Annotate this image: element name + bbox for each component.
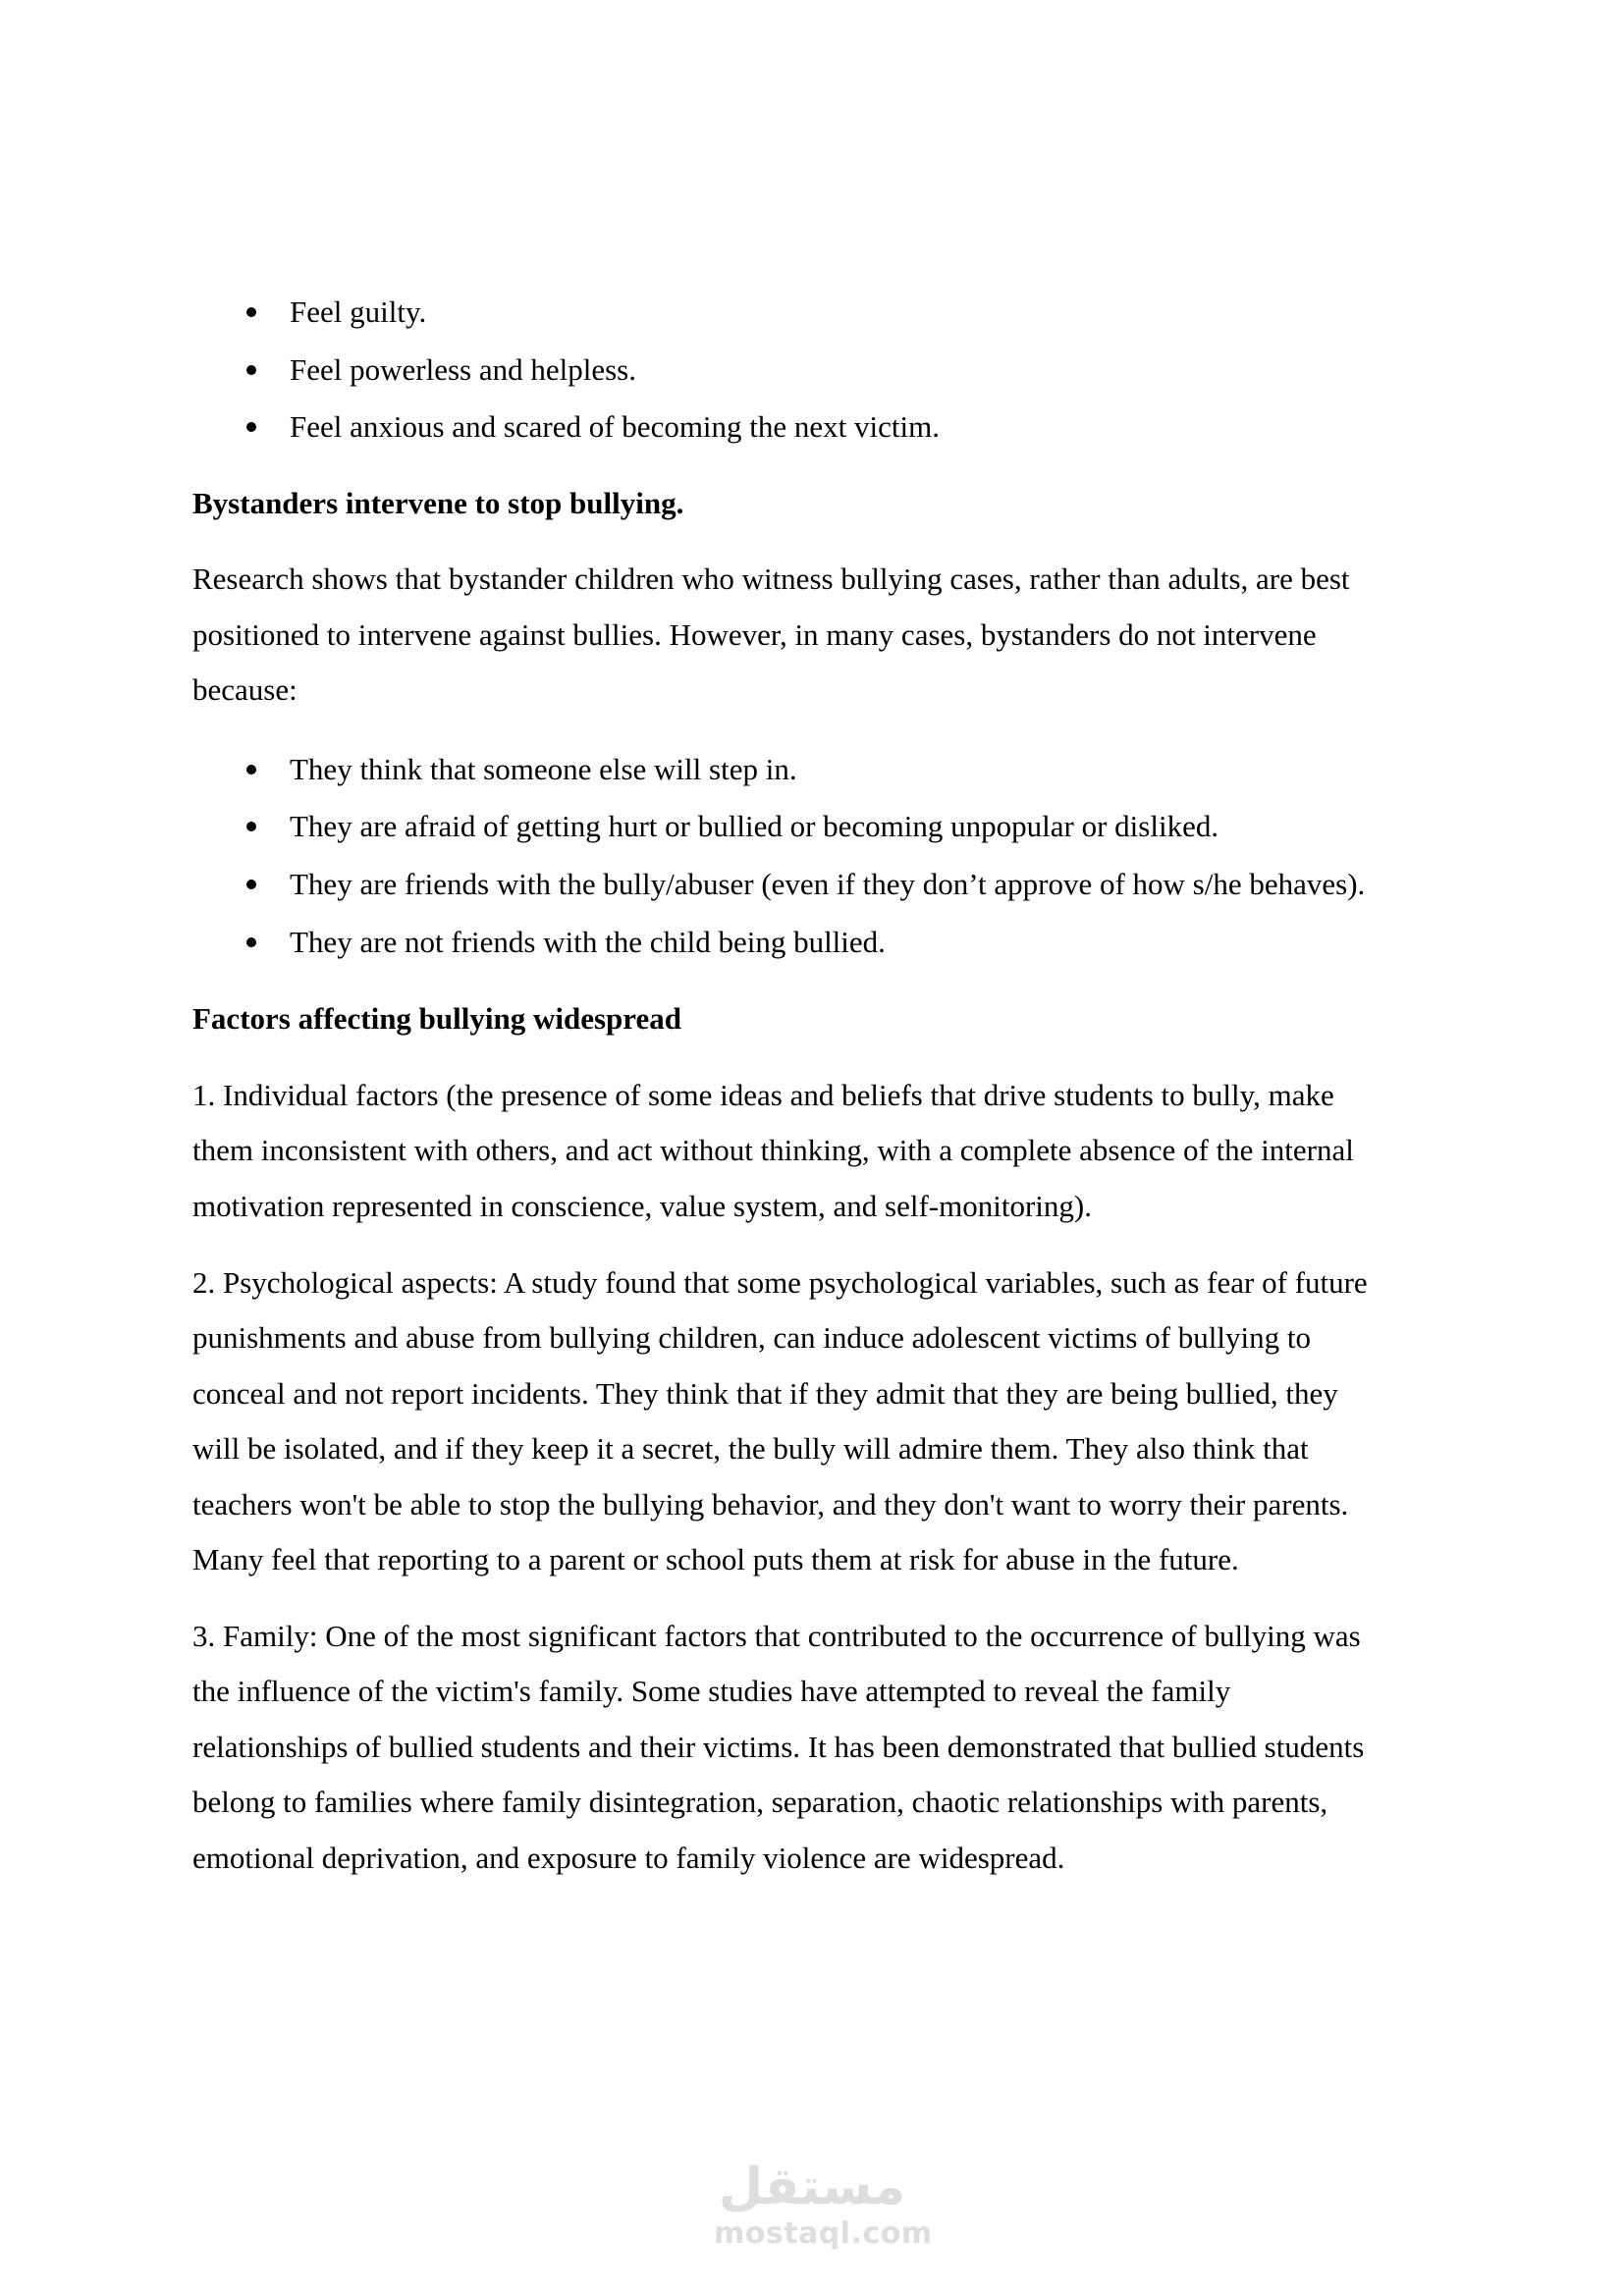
paragraph-line: emotional deprivation, and exposure to family violence are widespread. xyxy=(192,1841,1065,1875)
paragraph-line: them inconsistent with others, and act without thinking, with a complete absence of the internal xyxy=(192,1133,1354,1167)
paragraph-line: positioned to intervene against bullies. However, in many cases, bystanders do not intervene xyxy=(192,617,1317,652)
paragraph-line: 1. Individual factors (the presence of some ideas and beliefs that drive students to bully, make xyxy=(192,1078,1334,1112)
paragraph-line: belong to families where family disintegration, separation, chaotic relationships with parents, xyxy=(192,1785,1328,1819)
paragraph-line: Research shows that bystander children who witness bullying cases, rather than adults, are best xyxy=(192,561,1350,596)
paragraph-line: relationships of bullied students and their victims. It has been demonstrated that bullied students xyxy=(192,1730,1365,1764)
list-item-text: They are friends with the bully/abuser (even if they don’t approve of how s/he behaves). xyxy=(290,867,1366,901)
mostaql-watermark xyxy=(714,2156,933,2251)
section-heading-bystanders: Bystanders intervene to stop bullying. xyxy=(192,486,684,520)
bullet-icon xyxy=(246,307,256,317)
watermark-arabic-logo: مستقل xyxy=(718,2158,906,2216)
watermark-domain: mostaql.com xyxy=(714,2216,933,2251)
list-item xyxy=(0,799,1624,854)
paragraph-line: Many feel that reporting to a parent or school puts them at risk for abuse in the future. xyxy=(192,1542,1239,1576)
paragraph-line: because: xyxy=(192,672,298,707)
list-item-text: Feel powerless and helpless. xyxy=(290,352,636,387)
list-item-text: They think that someone else will step in. xyxy=(290,752,797,786)
bullet-icon xyxy=(246,365,256,375)
list-item-text: They are not friends with the child being bullied. xyxy=(290,925,886,959)
bullet-icon xyxy=(246,765,256,774)
list-item xyxy=(0,742,1624,797)
bullet-icon xyxy=(246,822,256,831)
paragraph-line: punishments and abuse from bullying children, can induce adolescent victims of bullying to xyxy=(192,1320,1312,1355)
list-item-text: Feel anxious and scared of becoming the next victim. xyxy=(290,409,941,444)
paragraph-line: the influence of the victim's family. Some studies have attempted to reveal the family xyxy=(192,1674,1231,1708)
list-item xyxy=(0,857,1624,912)
paragraph-line: teachers won't be able to stop the bullying behavior, and they don't want to worry their parents. xyxy=(192,1487,1349,1522)
paragraph-line: motivation represented in conscience, value system, and self-monitoring). xyxy=(192,1189,1092,1223)
list-item-text: They are afraid of getting hurt or bullied or becoming unpopular or disliked. xyxy=(290,809,1219,843)
bullet-icon xyxy=(246,880,256,889)
list-item xyxy=(0,343,1624,398)
list-item xyxy=(0,400,1624,454)
paragraph-line: 2. Psychological aspects: A study found that some psychological variables, such as fear of future xyxy=(192,1265,1368,1300)
list-item xyxy=(0,285,1624,340)
bullet-icon xyxy=(246,937,256,947)
paragraph-line: 3. Family: One of the most significant factors that contributed to the occurrence of bullying was xyxy=(192,1619,1361,1653)
list-item xyxy=(0,915,1624,970)
paragraph-line: will be isolated, and if they keep it a secret, the bully will admire them. They also think that xyxy=(192,1431,1309,1466)
bullet-icon xyxy=(246,422,256,432)
list-item-text: Feel guilty. xyxy=(290,294,427,329)
section-heading-factors: Factors affecting bullying widespread xyxy=(192,1001,681,1036)
paragraph-line: conceal and not report incidents. They think that if they admit that they are being bullied, they xyxy=(192,1376,1338,1411)
